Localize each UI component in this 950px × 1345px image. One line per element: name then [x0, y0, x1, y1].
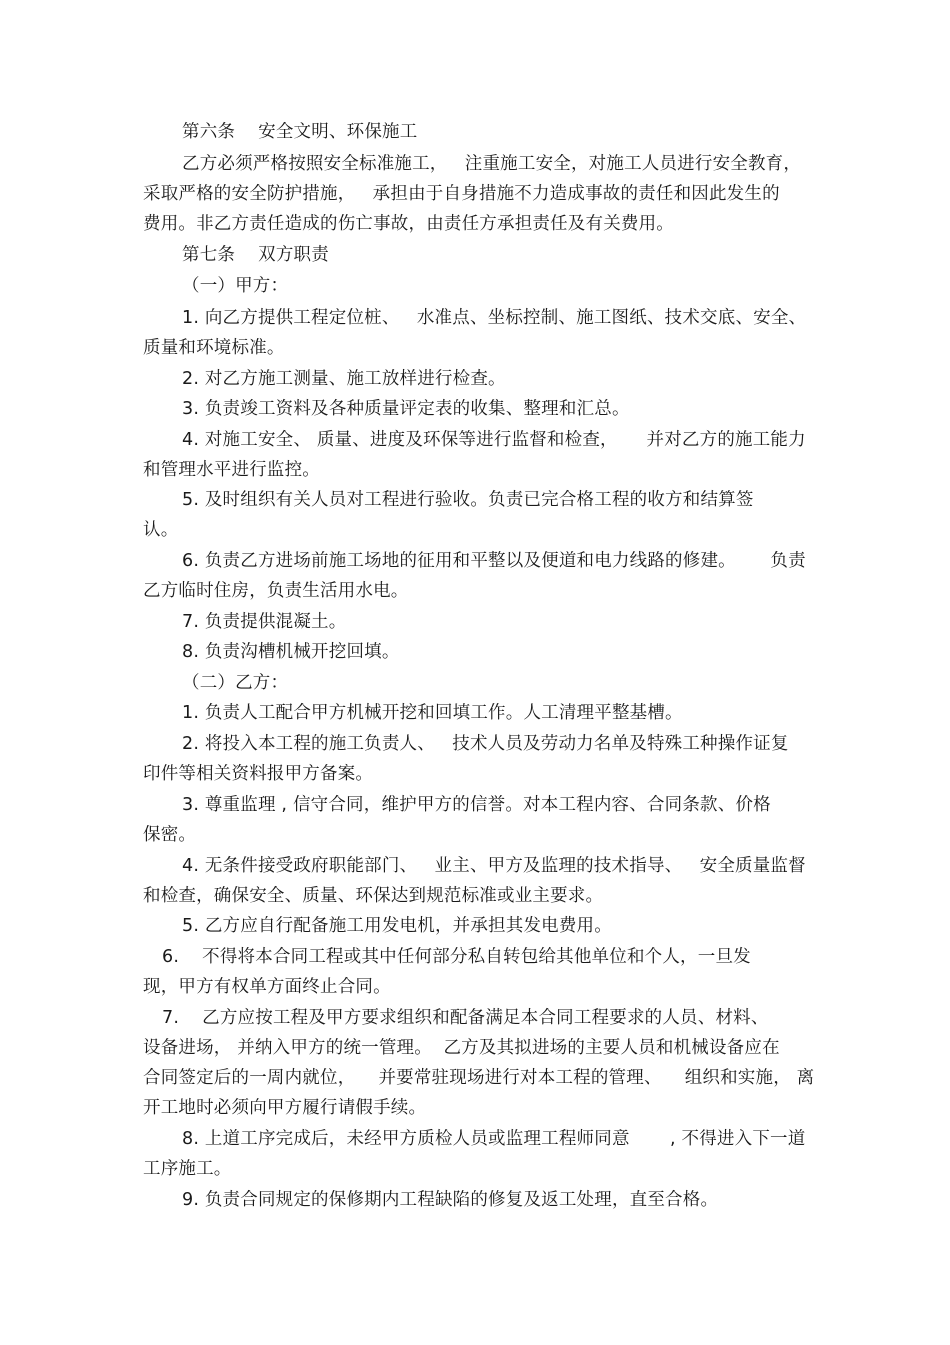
- party-a-line: 1. 向乙方提供工程定位桩、 水准点、坐标控制、施工图纸、技术交底、安全、: [182, 308, 807, 328]
- article-7-heading: 第七条 双方职责: [182, 245, 329, 265]
- party-a-line: 5. 及时组织有关人员对工程进行验收。负责已完合格工程的收方和结算签: [182, 490, 754, 510]
- party-b-heading: （二）乙方：: [182, 673, 289, 693]
- party-b-line: 9. 负责合同规定的保修期内工程缺陷的修复及返工处理，直至合格。: [182, 1190, 719, 1210]
- party-a-line: 2. 对乙方施工测量、施工放样进行检查。: [182, 369, 506, 389]
- party-b-line: 6. 不得将本合同工程或其中任何部分私自转包给其他单位和个人，一旦发: [162, 947, 751, 967]
- party-a-line: 质量和环境标准。: [143, 338, 285, 358]
- party-b-line: 1. 负责人工配合甲方机械开挖和回填工作。人工清理平整基槽。: [182, 703, 683, 723]
- party-a-heading: （一）甲方：: [182, 276, 289, 296]
- party-b-line: 现，甲方有权单方面终止合同。: [143, 977, 391, 997]
- party-b-line: 设备进场， 并纳入甲方的统一管理。 乙方及其拟进场的主要人员和机械设备应在: [143, 1038, 780, 1058]
- party-b-line: 2. 将投入本工程的施工负责人、 技术人员及劳动力名单及特殊工种操作证复: [182, 734, 789, 754]
- paragraph-line: 采取严格的安全防护措施， 承担由于自身措施不力造成事故的责任和因此发生的: [143, 184, 780, 204]
- party-a-line: 3. 负责竣工资料及各种质量评定表的收集、整理和汇总。: [182, 399, 630, 419]
- party-b-line: 8. 上道工序完成后，未经甲方质检人员或监理工程师同意 , 不得进入下一道: [182, 1129, 806, 1149]
- party-a-line: 4. 对施工安全、 质量、进度及环保等进行监督和检查， 并对乙方的施工能力: [182, 430, 806, 450]
- paragraph-line: 乙方必须严格按照安全标准施工， 注重施工安全，对施工人员进行安全教育，: [182, 154, 802, 174]
- party-a-line: 和管理水平进行监控。: [143, 460, 320, 480]
- party-b-line: 7. 乙方应按工程及甲方要求组织和配备满足本合同工程要求的人员、材料、: [162, 1008, 769, 1028]
- party-b-line: 3. 尊重监理 , 信守合同，维护甲方的信誉。对本工程内容、合同条款、价格: [182, 795, 771, 815]
- party-b-line: 印件等相关资料报甲方备案。: [143, 764, 374, 784]
- party-a-line: 6. 负责乙方进场前施工场地的征用和平整以及便道和电力线路的修建。 负责: [182, 551, 806, 571]
- party-b-line: 开工地时必须向甲方履行请假手续。: [143, 1098, 427, 1118]
- party-a-line: 8. 负责沟槽机械开挖回填。: [182, 642, 400, 662]
- article-6-heading: 第六条 安全文明、环保施工: [182, 122, 418, 142]
- party-b-line: 合同签定后的一周内就位， 并要常驻现场进行对本工程的管理、 组织和实施， 离: [143, 1068, 815, 1088]
- party-b-line: 5. 乙方应自行配备施工用发电机，并承担其发电费用。: [182, 916, 612, 936]
- party-a-line: 7. 负责提供混凝土。: [182, 612, 347, 632]
- party-a-line: 乙方临时住房，负责生活用水电。: [143, 581, 409, 601]
- party-b-line: 保密。: [143, 825, 197, 845]
- party-a-line: 认。: [143, 520, 179, 540]
- party-b-line: 4. 无条件接受政府职能部门、 业主、甲方及监理的技术指导、 安全质量监督: [182, 856, 806, 876]
- party-b-line: 工序施工。: [143, 1159, 232, 1179]
- party-b-line: 和检查，确保安全、质量、环保达到规范标准或业主要求。: [143, 886, 604, 906]
- paragraph-line: 费用。非乙方责任造成的伤亡事故，由责任方承担责任及有关费用。: [143, 214, 674, 234]
